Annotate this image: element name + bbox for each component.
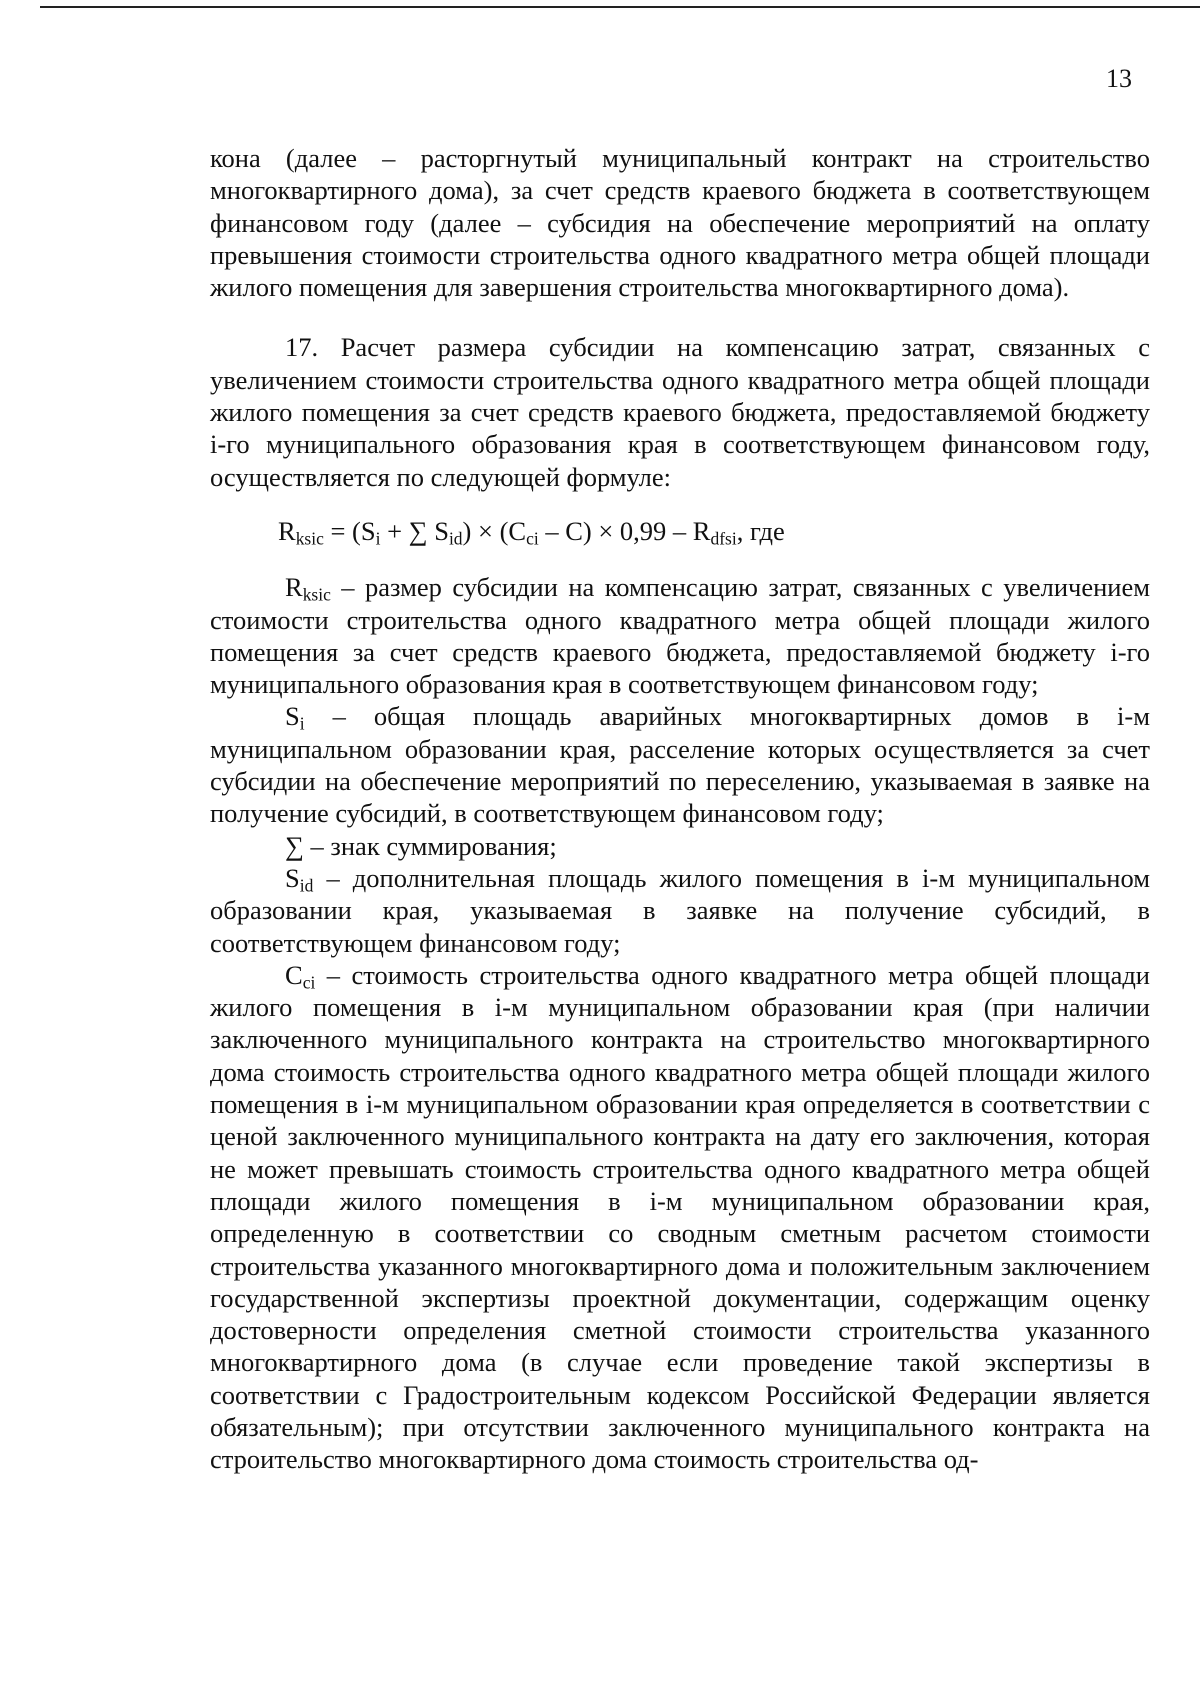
definition-symbol-sub: i <box>299 713 305 734</box>
definition-text: – размер субсидии на компенсацию затрат, связанных с увеличением стоимости строительства одного квадратного метра общей площади жилого помещения за счет средств краевого бюджета, предоставляемой бюджету i-го муниципального образования края в соответствующем финансовом году; <box>210 572 1150 700</box>
definition-symbol: ∑ <box>285 830 304 861</box>
formula-plus-sum: + ∑ S <box>380 515 449 546</box>
formula-s-sub: i <box>375 528 381 549</box>
formula-r: R <box>278 515 296 546</box>
definition-text: – дополнительная площадь жилого помещения в i-м муниципальном образовании края, указываемая в заявке на получение субсидий, в соответствующем финансовом году; <box>210 862 1150 958</box>
definition-symbol-sub: id <box>299 875 314 896</box>
formula-c-sub: ci <box>526 528 539 549</box>
formula-tail: , где <box>736 515 785 546</box>
page-number: 13 <box>1106 64 1132 93</box>
paragraph-17: 17. Расчет размера субсидии на компенсацию затрат, связанных с увеличением стоимости строительства одного квадратного метра общей площади жилого помещения за счет средств краевого бюджета, предоставляемой бюджету i-го муниципального образования края в соответствующем финансовом году, осуществляется по следующей формуле: <box>210 332 1150 492</box>
definition-rksic <box>210 571 1150 700</box>
definition-si <box>210 700 1150 829</box>
top-edge-rule <box>40 6 1200 8</box>
formula-r-sub: ksic <box>295 528 324 549</box>
definition-symbol-sub: ksic <box>302 584 331 605</box>
definition-sid <box>210 862 1150 959</box>
definition-text: – общая площадь аварийных многоквартирных домов в i-м муниципальном образовании края, расселение которых осуществляется за счет субсидии на обеспечение мероприятий по переселению, указываемая в заявке на получение субсидий, в соответствующем финансовом году; <box>210 701 1150 829</box>
definition-text: – стоимость строительства одного квадратного метра общей площади жилого помещения в i-м муниципальном образовании края (при наличии заключенного муниципального контракта на строительство многоквартирного дома стоимость строительства одного квадратного метра общей площади жилого помещения в i-м муниципальном образовании края определяется в соответствии с ценой заключенного муниципального контракта на дату его заключения, которая не может превышать стоимость строительства одного квадратного метра общей площади жилого помещения в i-м муниципальном образовании края, определенную в соответствии со сводным сметным расчетом стоимости строительства указанного многоквартирного дома и положительным заключением государственной экспертизы проектной документации, содержащим оценку достоверности определения сметной стоимости строительства указанного многоквартирного дома (в случае если проведение такой экспертизы в соответствии с Градостроительным кодексом Российской Федерации является обязательным); при отсутствии заключенного муниципального контракта на строительство многоквартирного дома стоимость строительства од- <box>210 959 1150 1475</box>
formula-times-open: ) × (C <box>462 515 527 546</box>
formula-eq-open: = (S <box>323 515 376 546</box>
definition-cci <box>210 959 1150 1476</box>
formula-minus-c: – C) × 0,99 – R <box>538 515 711 546</box>
definition-symbol: C <box>285 959 303 990</box>
definition-symbol: S <box>285 862 300 893</box>
definition-symbol: S <box>285 701 300 732</box>
document-body <box>210 142 1150 1476</box>
formula-sid-sub: id <box>448 528 463 549</box>
formula-rd-sub: dfsi <box>710 528 737 549</box>
paragraph-continuation: кона (далее – расторгнутый муниципальный контракт на строительство многоквартирного дома), за счет средств краевого бюджета в соответствующем финансовом году (далее – субсидия на обеспечение мероприятий на оплату превышения стоимости строительства одного квадратного метра общей площади жилого помещения для завершения строительства многоквартирного дома). <box>210 143 1150 303</box>
definition-text: – знак суммирования; <box>303 830 557 861</box>
definition-symbol-sub: ci <box>302 972 316 993</box>
definition-symbol: R <box>285 572 303 603</box>
formula-rksic <box>278 515 1150 547</box>
definition-sum <box>210 830 1150 862</box>
